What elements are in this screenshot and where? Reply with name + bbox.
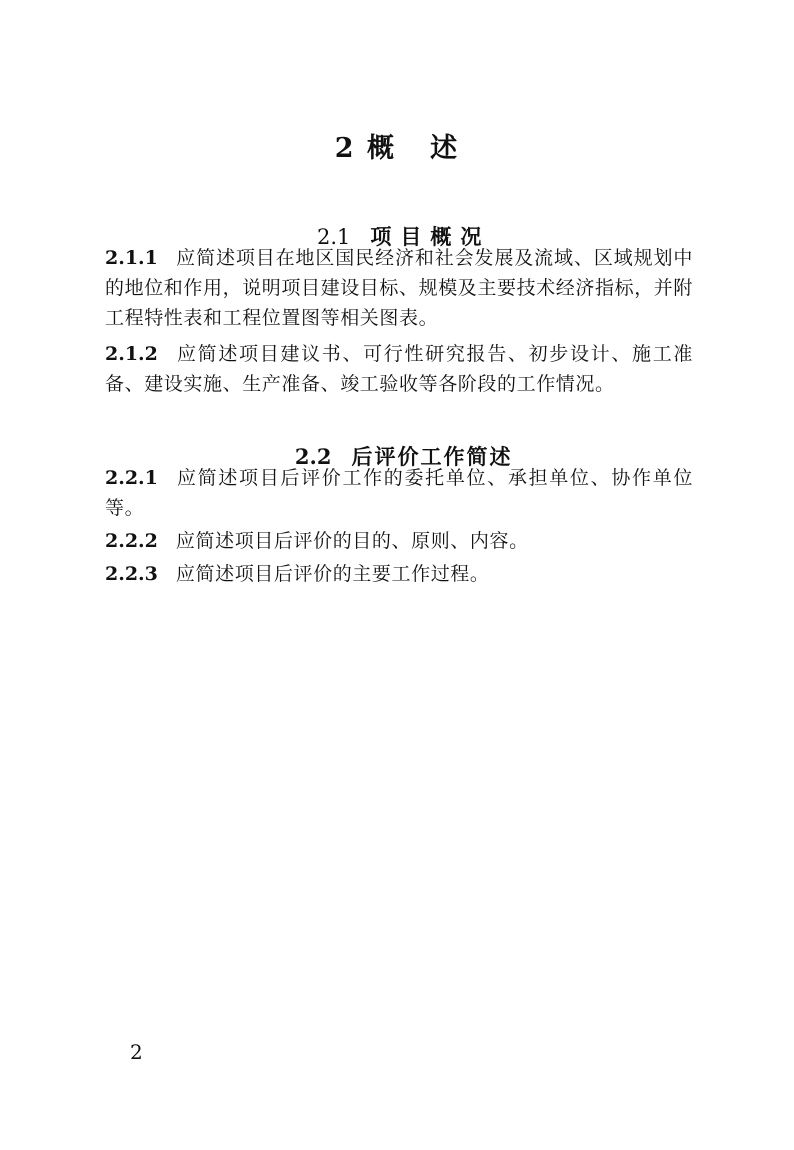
section-number: 2.2 [294, 444, 332, 469]
clause-text: 应简述项目后评价的目的、原则、内容。 [175, 530, 529, 552]
clause-number: 2.1.1 [105, 247, 158, 269]
clause-number: 2.2.3 [105, 563, 158, 585]
section-title: 项目概况 [370, 224, 491, 249]
section-number: 2.1 [316, 225, 351, 249]
clause-text: 应简述项目建议书、可行性研究报告、初步设计、施工准备、建设实施、生产准备、竣工验收等各阶段的工作情况。 [105, 343, 693, 395]
clause-text: 应简述项目后评价工作的委托单位、承担单位、协作单位等。 [105, 467, 693, 519]
section-title: 后评价工作简述 [351, 444, 513, 469]
chapter-title: 2 概 述 [334, 133, 460, 164]
clause-2-2-2 [105, 526, 693, 556]
clause-number: 2.1.2 [105, 343, 158, 365]
clause-number: 2.2.1 [105, 467, 158, 489]
clause-number: 2.2.2 [105, 530, 158, 552]
clause-2-2-3 [105, 559, 693, 589]
clause-text: 应简述项目在地区国民经济和社会发展及流域、区域规划中的地位和作用，说明项目建设目标、规模及主要技术经济指标，并附工程特性表和工程位置图等相关图表。 [105, 247, 694, 329]
clause-text: 应简述项目后评价的主要工作过程。 [175, 563, 490, 585]
clause-2-1-1 [105, 243, 693, 333]
page-number: 2 [130, 1040, 143, 1064]
clause-2-2-1 [105, 463, 693, 523]
clause-2-1-2 [105, 339, 693, 399]
